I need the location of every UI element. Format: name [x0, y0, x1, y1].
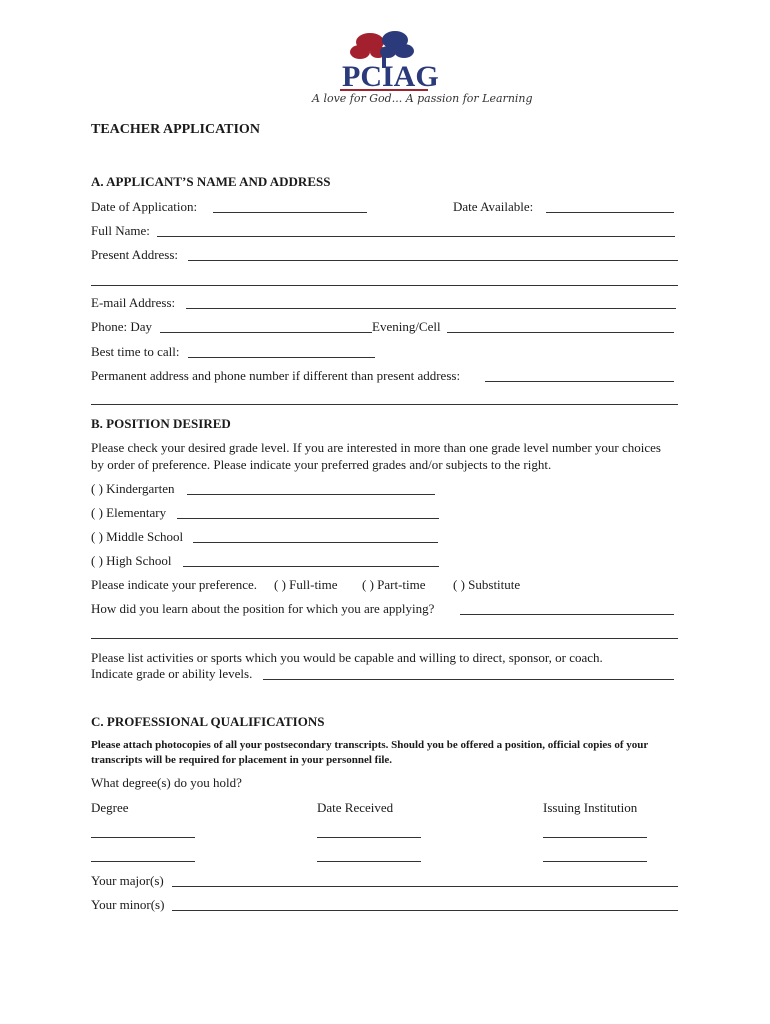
email-label: E-mail Address:: [91, 295, 176, 310]
permanent-address-field-2[interactable]: [91, 404, 678, 405]
present-address-label: Present Address:: [91, 247, 179, 262]
pref-part-time[interactable]: ( ) Part-time: [362, 577, 426, 592]
grade-high-school[interactable]: ( ) High School: [91, 553, 172, 568]
grade-elementary[interactable]: ( ) Elementary: [91, 505, 167, 520]
grade-middle-school[interactable]: ( ) Middle School: [91, 529, 184, 544]
degree-field-2[interactable]: [91, 861, 195, 862]
minor-field[interactable]: [172, 910, 678, 911]
logo-tagline: A love for God... A passion for Learning: [312, 92, 533, 105]
evening-cell-field[interactable]: [447, 332, 674, 333]
grade-kindergarten-field[interactable]: [187, 494, 435, 495]
activities-field[interactable]: [263, 679, 674, 680]
date-available-label: Date Available:: [453, 199, 534, 214]
major-label: Your major(s): [91, 873, 164, 888]
date-of-application-field[interactable]: [213, 212, 367, 213]
col-institution-header: Issuing Institution: [543, 800, 638, 815]
grade-middle-school-field[interactable]: [193, 542, 438, 543]
degree-question: What degree(s) do you hold?: [91, 775, 242, 790]
section-b-intro: Please check your desired grade level. If you are interested in more than one grade level number your choices by order of preference. Please indicate your preferred grades and/or subjects to the right.: [91, 440, 661, 472]
best-time-label: Best time to call:: [91, 344, 180, 359]
preference-label: Please indicate your preference.: [91, 577, 258, 592]
permanent-address-label: Permanent address and phone number if different than present address:: [91, 368, 461, 383]
grade-elementary-field[interactable]: [177, 518, 439, 519]
col-date-header: Date Received: [317, 800, 394, 815]
pref-substitute[interactable]: ( ) Substitute: [453, 577, 521, 592]
col-degree-header: Degree: [91, 800, 129, 815]
best-time-field[interactable]: [188, 357, 375, 358]
date-of-application-label: Date of Application:: [91, 199, 198, 214]
logo-wordmark: PCIAG: [342, 60, 439, 93]
full-name-field[interactable]: [157, 236, 675, 237]
permanent-address-field[interactable]: [485, 381, 674, 382]
major-field[interactable]: [172, 886, 678, 887]
present-address-field-2[interactable]: [91, 285, 678, 286]
date-received-field-1[interactable]: [317, 837, 421, 838]
date-available-field[interactable]: [546, 212, 674, 213]
learn-about-field-2[interactable]: [91, 638, 678, 639]
grade-high-school-field[interactable]: [183, 566, 439, 567]
section-a-heading: A. APPLICANT’S NAME AND ADDRESS: [91, 174, 331, 189]
phone-day-field[interactable]: [160, 332, 372, 333]
evening-cell-label: Evening/Cell: [372, 319, 441, 334]
pref-full-time[interactable]: ( ) Full-time: [274, 577, 338, 592]
learn-about-field[interactable]: [460, 614, 674, 615]
section-b-heading: B. POSITION DESIRED: [91, 416, 231, 431]
date-received-field-2[interactable]: [317, 861, 421, 862]
present-address-field[interactable]: [188, 260, 678, 261]
activities-line-2: Indicate grade or ability levels.: [91, 666, 253, 681]
institution-field-1[interactable]: [543, 837, 647, 838]
minor-label: Your minor(s): [91, 897, 165, 912]
phone-day-label: Phone: Day: [91, 319, 153, 334]
learn-about-label: How did you learn about the position for which you are applying?: [91, 601, 435, 616]
activities-line-1: Please list activities or sports which you would be capable and willing to direct, sponsor, or coach.: [91, 650, 603, 665]
transcripts-notice: Please attach photocopies of all your postsecondary transcripts. Should you be offered a position, official copies of your transcripts will be required for placement in your personnel file.: [91, 739, 649, 766]
email-field[interactable]: [186, 308, 676, 309]
institution-field-2[interactable]: [543, 861, 647, 862]
section-c-heading: C. PROFESSIONAL QUALIFICATIONS: [91, 714, 325, 729]
degree-field-1[interactable]: [91, 837, 195, 838]
full-name-label: Full Name:: [91, 223, 150, 238]
page-title: TEACHER APPLICATION: [91, 122, 260, 137]
grade-kindergarten[interactable]: ( ) Kindergarten: [91, 481, 175, 496]
